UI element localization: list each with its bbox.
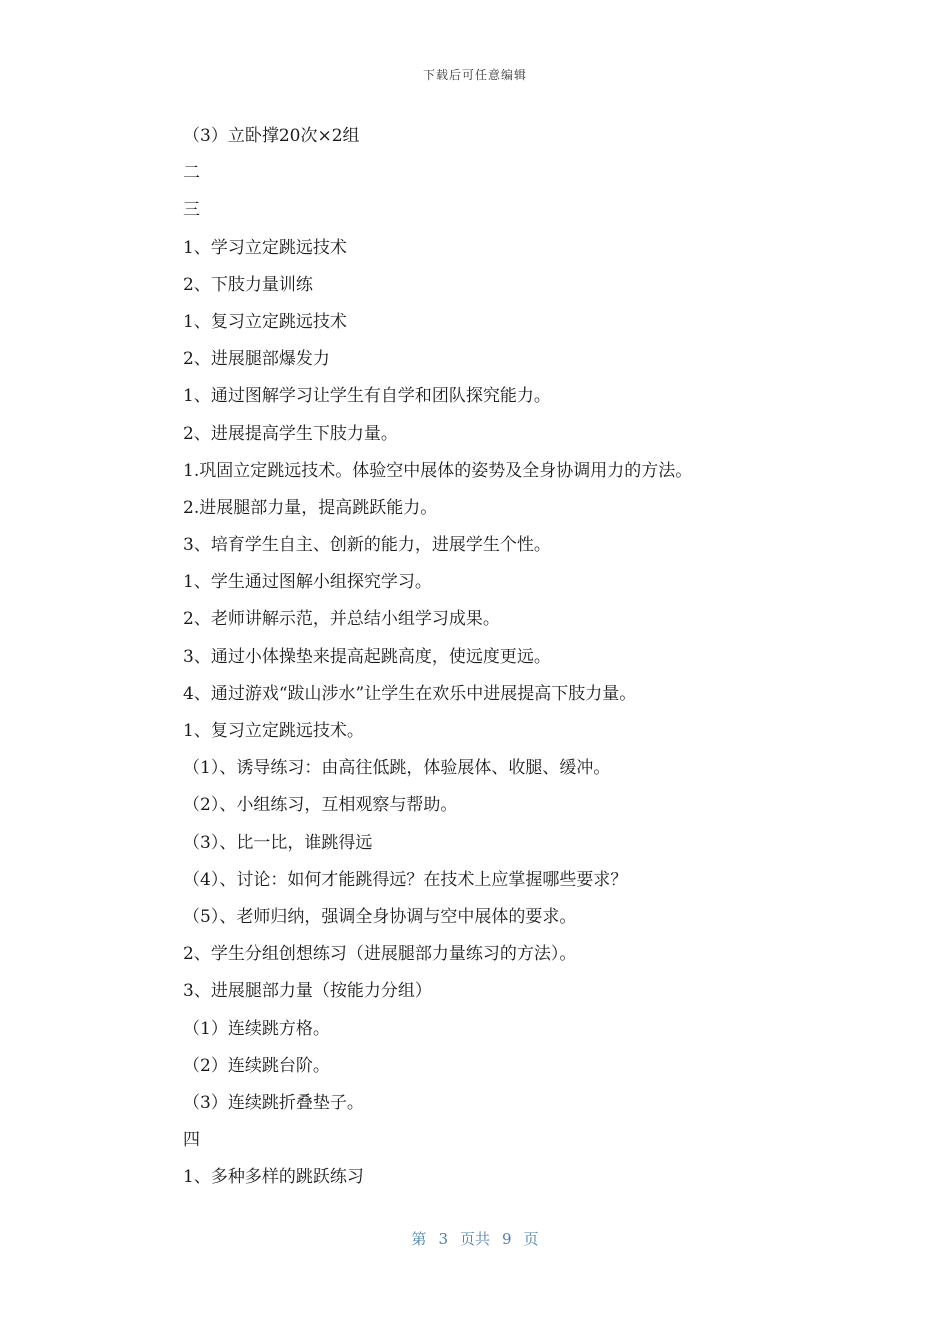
- document-body: [183, 118, 803, 1196]
- page-footer: [0, 1228, 950, 1249]
- text-line: 1、学习立定跳远技术: [183, 237, 347, 258]
- text-line: （4）、讨论：如何才能跳得远？在技术上应掌握哪些要求？: [183, 869, 628, 890]
- text-line: （3）、比一比，谁跳得远: [183, 832, 373, 853]
- page-header: 下载后可任意编辑: [422, 68, 527, 82]
- text-line: （2）、小组练习，互相观察与帮助。: [183, 795, 458, 816]
- text-line: （1）、诱导练习：由高往低跳，体验展体、收腿、缓冲。: [183, 758, 611, 779]
- total-pages-number: 9: [502, 1230, 512, 1248]
- section-heading: 四: [183, 1130, 200, 1151]
- page-prefix: 第: [411, 1230, 427, 1248]
- section-heading: 三: [183, 200, 200, 221]
- text-line: （1）连续跳方格。: [183, 1018, 330, 1039]
- text-line: 3、培育学生自主、创新的能力，进展学生个性。: [183, 535, 551, 556]
- text-line: 1、复习立定跳远技术: [183, 311, 347, 332]
- text-line: 1.巩固立定跳远技术。体验空中展体的姿势及全身协调用力的方法。: [183, 460, 693, 481]
- page-suffix: 页: [523, 1230, 539, 1248]
- page-mid: 页共: [459, 1230, 490, 1248]
- text-line: 2.进展腿部力量，提高跳跃能力。: [183, 497, 438, 518]
- text-line: 1、学生通过图解小组探究学习。: [183, 572, 432, 593]
- current-page-number: 3: [438, 1230, 448, 1248]
- text-line: 4、通过游戏“跋山涉水”让学生在欢乐中进展提高下肢力量。: [183, 683, 637, 704]
- section-heading: 二: [183, 163, 200, 184]
- text-line: （3）连续跳折叠垫子。: [183, 1092, 364, 1113]
- text-line: （3）立卧撑20次×2组: [183, 126, 360, 146]
- text-line: 2、学生分组创想练习（进展腿部力量练习的方法）。: [183, 944, 577, 965]
- text-line: 1、多种多样的跳跃练习: [183, 1167, 364, 1188]
- text-line: 2、老师讲解示范，并总结小组学习成果。: [183, 609, 500, 630]
- text-line: 3、进展腿部力量（按能力分组）: [183, 981, 432, 1002]
- text-line: （5）、老师归纳，强调全身协调与空中展体的要求。: [183, 906, 577, 927]
- text-line: 2、进展提高学生下肢力量。: [183, 423, 398, 444]
- text-line: 1、通过图解学习让学生有自学和团队探究能力。: [183, 386, 551, 407]
- text-line: 2、进展腿部爆发力: [183, 349, 330, 370]
- text-line: 1、复习立定跳远技术。: [183, 721, 364, 741]
- text-line: 2、下肢力量训练: [183, 274, 313, 295]
- text-line: 3、通过小体操垫来提高起跳高度，使远度更远。: [183, 646, 551, 667]
- text-line: （2）连续跳台阶。: [183, 1055, 330, 1076]
